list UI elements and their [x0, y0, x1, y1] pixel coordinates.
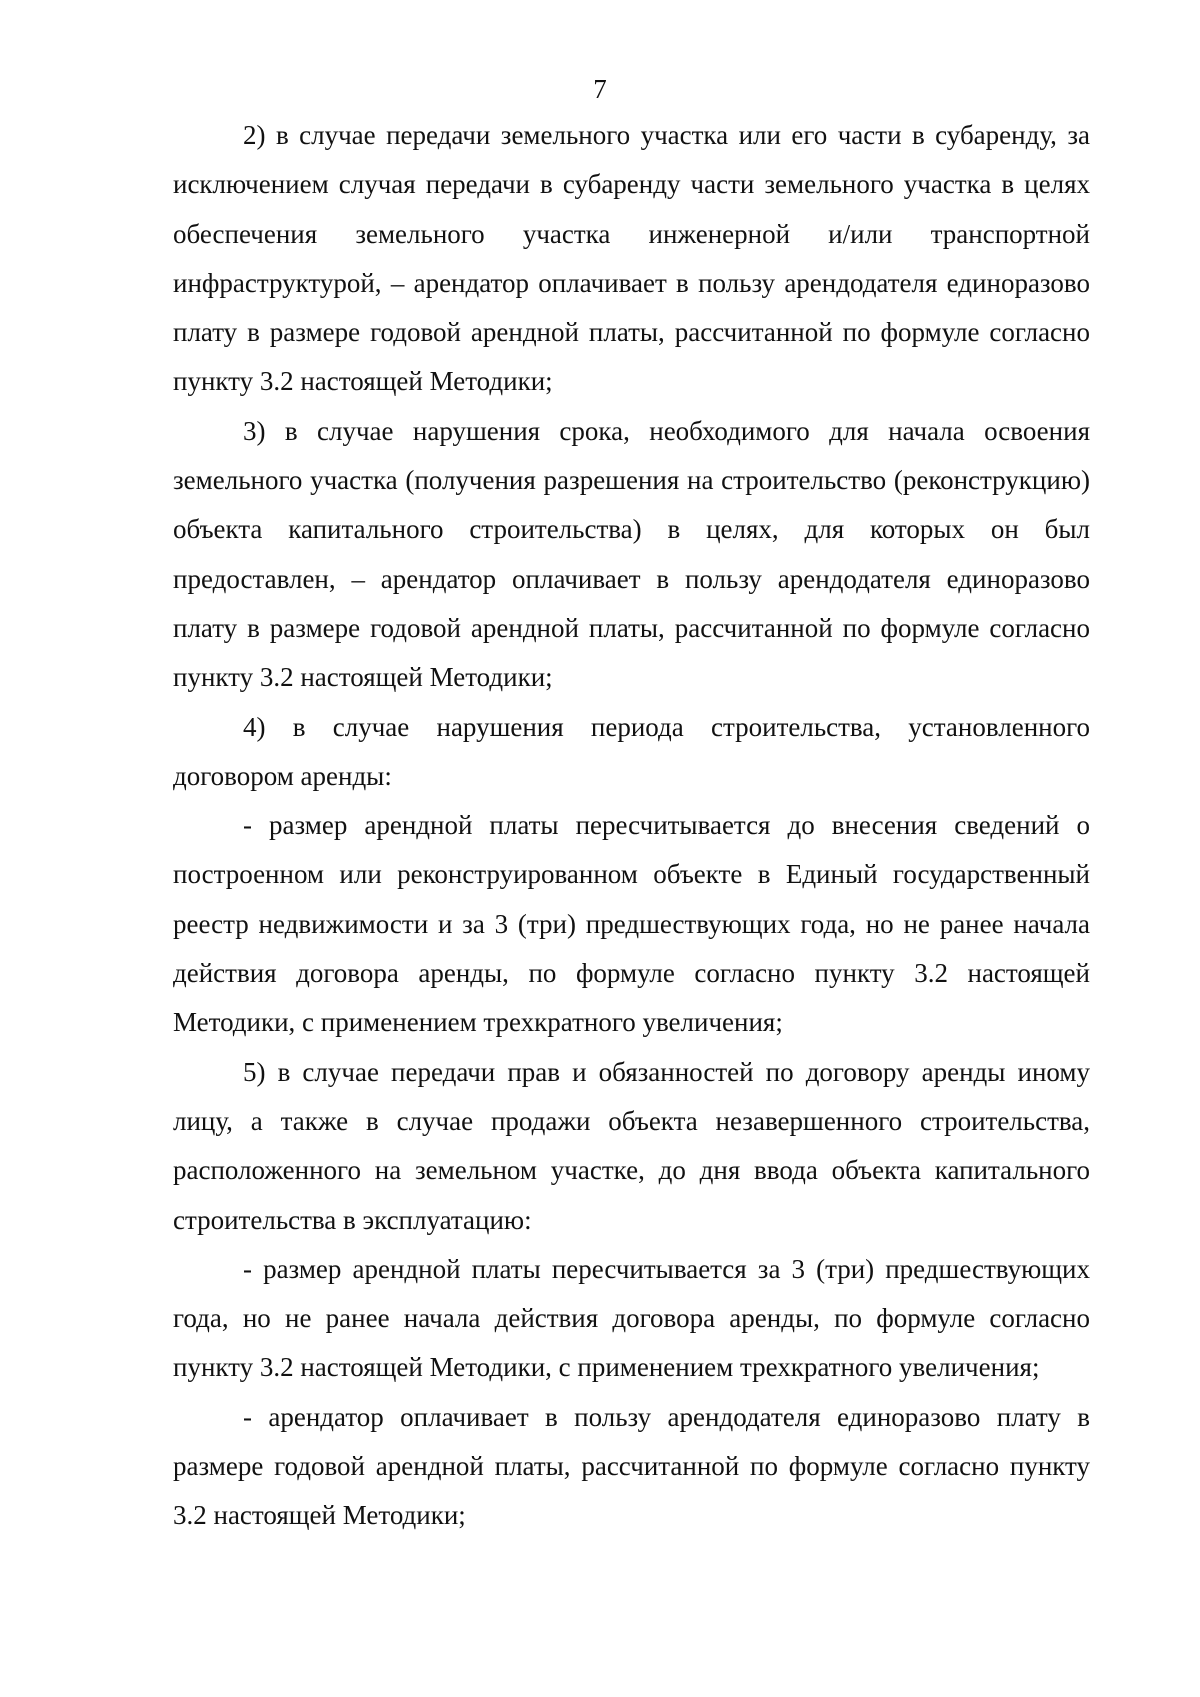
paragraph-subitem-4-recalculation: - размер арендной платы пересчитывается до внесения сведений о построенном или реконструированном объекте в Единый государственный реестр недвижимости и за 3 (три) предшествующих года, но не ранее начала действия договора аренды, по формуле согласно пункту 3.2 настоящей Методики, с применением трехкратного увеличения; [173, 810, 1090, 1038]
paragraph-item-2: 2) в случае передачи земельного участка или его части в субаренду, за исключением случая передачи в субаренду части земельного участка в целях обеспечения земельного участка инженерной и/или транспортной инфраструктурой, – арендатор оплачивает в пользу арендодателя единоразово плату в размере годовой арендной платы, рассчитанной по формуле согласно пункту 3.2 настоящей Методики; [173, 120, 1090, 397]
paragraph-item-4: 4) в случае нарушения периода строительства, установленного договором аренды: [173, 711, 1090, 791]
document-body [173, 111, 1090, 1541]
page-number: 7 [593, 74, 607, 104]
paragraph-subitem-5-payment: - арендатор оплачивает в пользу арендодателя единоразово плату в размере годовой арендной платы, рассчитанной по формуле согласно пункту 3.2 настоящей Методики; [173, 1401, 1090, 1531]
paragraph-item-5: 5) в случае передачи прав и обязанностей по договору аренды иному лицу, а также в случае продажи объекта незавершенного строительства, расположенного на земельном участке, до дня ввода объекта капитального строительства в эксплуатацию: [173, 1056, 1090, 1235]
paragraph-subitem-5-recalculation: - размер арендной платы пересчитывается за 3 (три) предшествующих года, но не ранее начала действия договора аренды, по формуле согласно пункту 3.2 настоящей Методики, с применением трехкратного увеличения; [173, 1253, 1090, 1383]
paragraph-item-3: 3) в случае нарушения срока, необходимого для начала освоения земельного участка (получения разрешения на строительство (реконструкцию) объекта капитального строительства) в целях, для которых он был предоставлен, – арендатор оплачивает в пользу арендодателя единоразово плату в размере годовой арендной платы, рассчитанной по формуле согласно пункту 3.2 настоящей Методики; [173, 415, 1090, 693]
